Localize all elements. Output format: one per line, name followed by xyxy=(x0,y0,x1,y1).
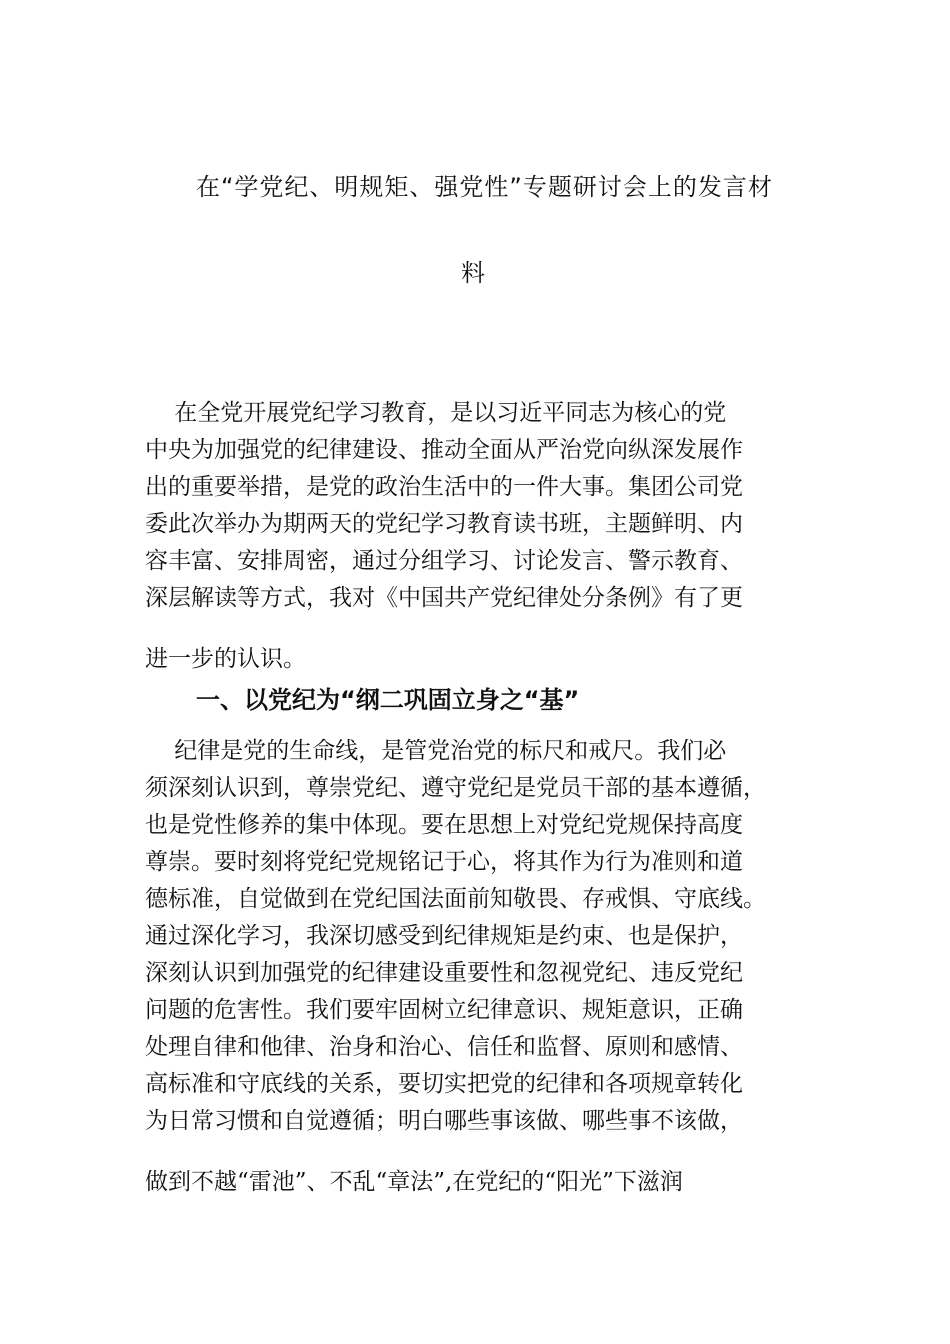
paragraph-intro xyxy=(145,395,825,617)
paragraph-section1 xyxy=(145,733,825,1140)
document-title-line2: 料 xyxy=(461,259,486,287)
paragraph-line: 容丰富、安排周密，通过分组学习、讨论发言、警示教育、 xyxy=(145,548,743,574)
section-heading-1: 一、以党纪为“纲二巩固立身之“基” xyxy=(196,686,580,714)
paragraph-line: 须深刻认识到，尊崇党纪、遵守党纪是党员干部的基本遵循， xyxy=(145,775,766,801)
paragraph-line: 出的重要举措，是党的政治生活中的一件大事。集团公司党 xyxy=(145,474,743,500)
paragraph-line: 委此次举办为期两天的党纪学习教育读书班，主题鲜明、内 xyxy=(145,511,743,537)
paragraph-line: 处理自律和他律、治身和治心、信任和监督、原则和感情、 xyxy=(145,1034,743,1060)
paragraph-line: 德标准，自觉做到在党纪国法面前知敬畏、存戒惧、守底线。 xyxy=(145,886,766,912)
paragraph-line: 尊崇。要时刻将党纪党规铭记于心，将其作为行为准则和道 xyxy=(145,849,743,875)
paragraph-line: 通过深化学习，我深切感受到纪律规矩是约束、也是保护， xyxy=(145,923,743,949)
paragraph-section1-last-line: 做到不越“雷池”、不乱“章法”,在党纪的“阳光”下滋润 xyxy=(145,1169,683,1195)
paragraph-line: 也是党性修养的集中体现。要在思想上对党纪党规保持高度 xyxy=(145,812,743,838)
paragraph-line: 深层解读等方式，我对《中国共产党纪律处分条例》有了更 xyxy=(145,585,743,611)
paragraph-line: 纪律是党的生命线，是管党治党的标尺和戒尺。我们必 xyxy=(145,738,727,764)
paragraph-line: 中央为加强党的纪律建设、推动全面从严治党向纵深发展作 xyxy=(145,437,743,463)
paragraph-line: 深刻认识到加强党的纪律建设重要性和忽视党纪、违反党纪 xyxy=(145,960,743,986)
paragraph-line: 问题的危害性。我们要牢固树立纪律意识、规矩意识，正确 xyxy=(145,997,743,1023)
paragraph-line: 高标准和守底线的关系，要切实把党的纪律和各项规章转化 xyxy=(145,1071,743,1097)
paragraph-line: 在全党开展党纪学习教育，是以习近平同志为核心的党 xyxy=(145,400,727,426)
paragraph-line: 为日常习惯和自觉遵循；明白哪些事该做、哪些事不该做， xyxy=(145,1108,743,1134)
document-title-line1: 在“学党纪、明规矩、强党性”专题研讨会上的发言材 xyxy=(196,173,773,201)
paragraph-intro-last-line: 进一步的认识。 xyxy=(145,646,306,672)
